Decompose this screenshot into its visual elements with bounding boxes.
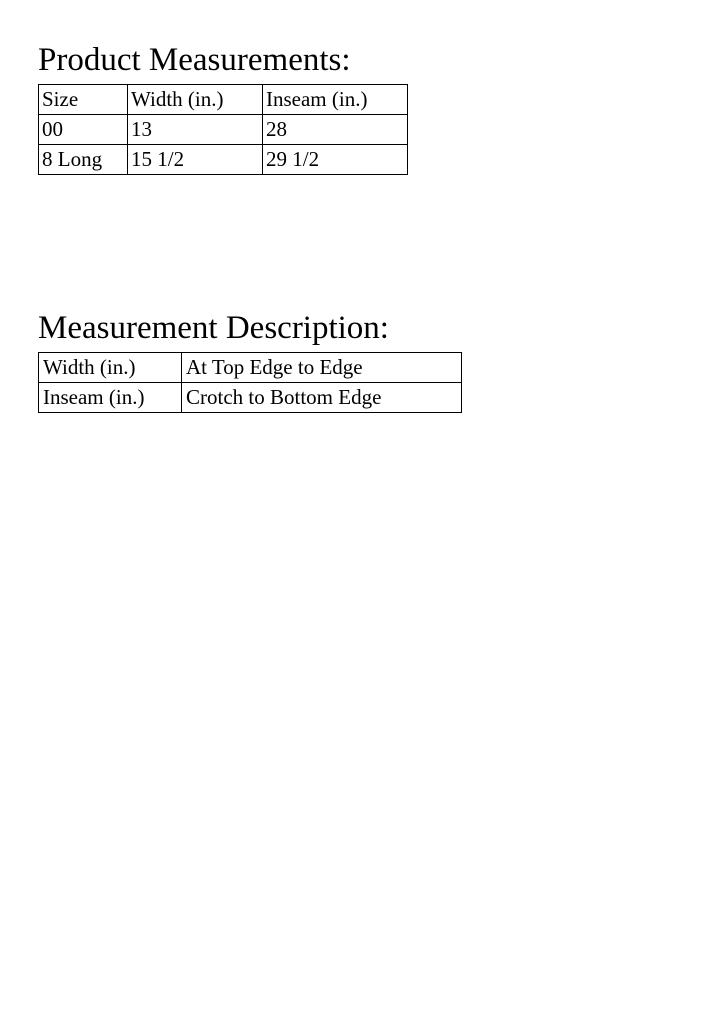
- cell-size: 8 Long: [39, 145, 128, 175]
- cell-width: 13: [128, 115, 263, 145]
- column-header-width: Width (in.): [128, 85, 263, 115]
- product-measurements-section: [38, 40, 408, 175]
- page-title-product-measurements: Product Measurements:: [38, 42, 351, 78]
- cell-inseam: 29 1/2: [263, 145, 408, 175]
- cell-measurement-description: Crotch to Bottom Edge: [182, 383, 462, 413]
- cell-measurement-description: At Top Edge to Edge: [182, 353, 462, 383]
- table-row: [39, 145, 408, 175]
- table-row: [39, 383, 462, 413]
- cell-measurement-name: Width (in.): [39, 353, 182, 383]
- table-row: [39, 115, 408, 145]
- cell-measurement-name: Inseam (in.): [39, 383, 182, 413]
- page-title-measurement-description: Measurement Description:: [38, 310, 389, 346]
- cell-size: 00: [39, 115, 128, 145]
- cell-inseam: 28: [263, 115, 408, 145]
- cell-width: 15 1/2: [128, 145, 263, 175]
- measurement-description-table: [38, 352, 462, 413]
- table-header-row: [39, 85, 408, 115]
- product-measurements-table: [38, 84, 408, 175]
- column-header-inseam: Inseam (in.): [263, 85, 408, 115]
- column-header-size: Size: [39, 85, 128, 115]
- measurement-description-section: [38, 308, 462, 413]
- table-row: [39, 353, 462, 383]
